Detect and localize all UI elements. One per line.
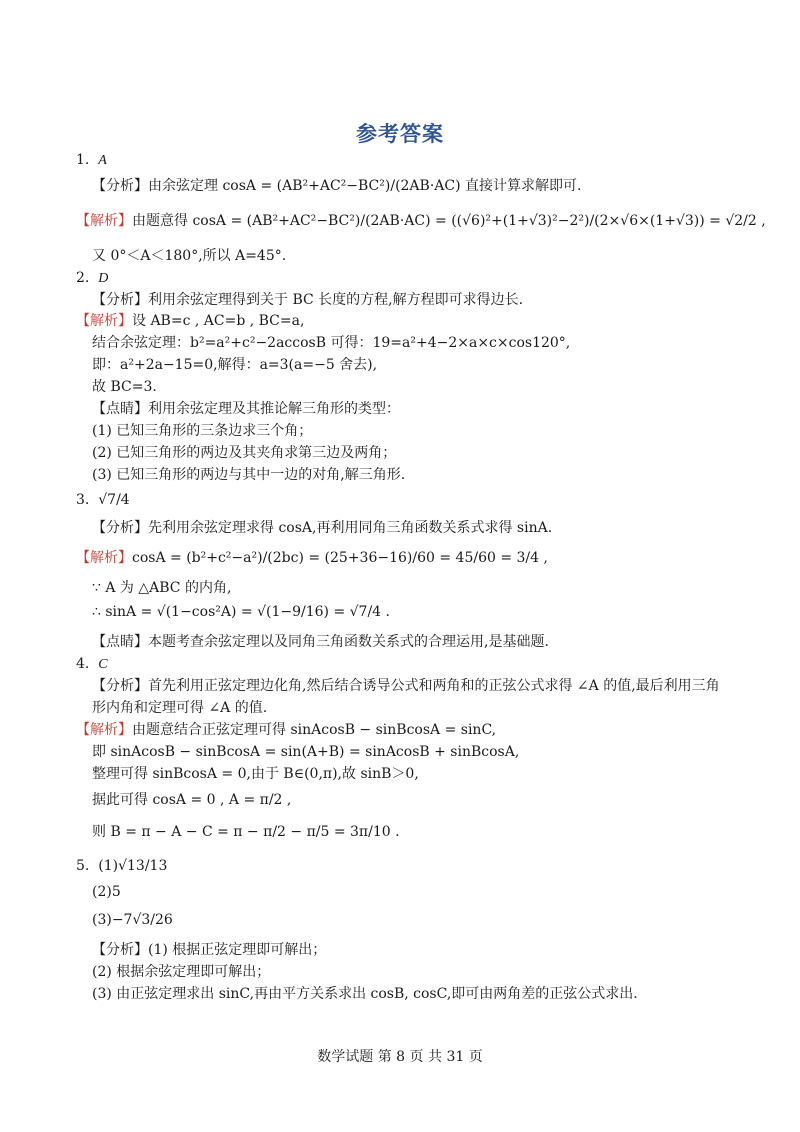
q2-solution-tag: 【解析】 <box>76 313 132 329</box>
q2-point2: (2) 已知三角形的两边及其夹角求第三边及两角； <box>92 445 397 461</box>
q4-num: 4. <box>76 656 90 672</box>
q4-solution-line3: 整理可得 sinBcosA = 0,由于 B∈(0,π),故 sinB＞0, <box>92 766 419 782</box>
q1-solution-text: 由题意得 cosA = (AB²+AC²−BC²)/(2AB·AC) = ((√6)²+(1+√3)²−2²)/(2×√6×(1+√3)) = √2/2 , <box>132 213 766 229</box>
q3-analysis: 【分析】先利用余弦定理求得 cosA,再利用同角三角函数关系式求得 sinA. <box>92 520 553 536</box>
q2-solution-text: 设 AB=c , AC=b , BC=a, <box>132 313 305 329</box>
q2-num: 2. <box>76 270 90 286</box>
q4-analysis-line1: 【分析】首先利用正弦定理边化角,然后结合诱导公式和两角和的正弦公式求得 ∠A 的值,最后利用三角 <box>92 678 720 694</box>
q4-solution-text: 由题意结合正弦定理可得 sinAcosB − sinBcosA = sinC, <box>132 722 497 738</box>
q5-analysis-line2: (2) 根据余弦定理即可解出； <box>92 964 271 980</box>
q2-solution-line4: 故 BC=3. <box>92 379 157 395</box>
q4-solution-tag: 【解析】 <box>76 722 132 738</box>
page-title: 参考答案 <box>356 122 444 146</box>
q2-point1: (1) 已知三角形的三条边求三个角； <box>92 423 313 439</box>
page-footer: 数学试题 第 8 页 共 31 页 <box>317 1049 483 1065</box>
q5-analysis: 【分析】(1) 根据正弦定理即可解出； <box>92 942 327 958</box>
q4-number <box>76 654 108 675</box>
q1-solution-line2: 又 0°＜A＜180°,所以 A=45°. <box>92 248 287 264</box>
q3-solution-line3: ∴ sinA = √(1−cos²A) = √(1−9/16) = √7/4 . <box>92 604 390 620</box>
q4-solution-line4: 据此可得 cosA = 0 , A = π/2 , <box>92 792 292 808</box>
q2-answer: D <box>98 271 109 286</box>
q3-solution-text: cosA = (b²+c²−a²)/(2bc) = (25+36−16)/60 = 45/60 = 3/4 , <box>132 550 548 566</box>
q4-analysis-line2: 形内角和定理可得 ∠A 的值. <box>92 700 268 716</box>
q2-number <box>76 268 108 289</box>
q4-solution-line1 <box>76 720 496 740</box>
q2-solution-line3: 即：a²+2a−15=0,解得：a=3(a=−5 舍去), <box>92 357 378 373</box>
q3-solution-line1 <box>76 548 548 568</box>
q3-dianjing: 【点睛】本题考查余弦定理以及同角三角函数关系式的合理运用,是基础题. <box>92 634 549 650</box>
q4-solution-line2: 即 sinAcosB − sinBcosA = sin(A+B) = sinAcosB + sinBcosA, <box>92 744 520 760</box>
q1-solution-line1 <box>76 211 766 231</box>
q2-solution-line1 <box>76 311 304 331</box>
q2-dianjing: 【点睛】利用余弦定理及其推论解三角形的类型： <box>92 401 400 417</box>
q2-analysis: 【分析】利用余弦定理得到关于 BC 长度的方程,解方程即可求得边长. <box>92 292 524 308</box>
q5-answer1-line <box>76 856 167 876</box>
q3-solution-tag: 【解析】 <box>76 550 132 566</box>
q1-number <box>76 150 107 171</box>
q5-answer2: (2)5 <box>92 884 121 900</box>
q5-answer1: (1)√13/13 <box>98 858 168 874</box>
q2-point3: (3) 已知三角形的两边与其中一边的对角,解三角形. <box>92 467 406 483</box>
q3-number <box>76 490 130 510</box>
q1-num: 1. <box>76 152 90 168</box>
q5-num: 5. <box>76 858 90 874</box>
q5-analysis-line3: (3) 由正弦定理求出 sinC,再由平方关系求出 cosB, cosC,即可由两角差的正弦公式求出. <box>92 986 638 1002</box>
q1-analysis: 【分析】由余弦定理 cosA = (AB²+AC²−BC²)/(2AB·AC) 直接计算求解即可. <box>92 178 582 194</box>
q2-solution-line2: 结合余弦定理：b²=a²+c²−2accosB 可得：19=a²+4−2×a×c×cos120°, <box>92 335 571 351</box>
q4-answer: C <box>98 657 108 672</box>
q3-num: 3. <box>76 492 90 508</box>
q1-answer: A <box>98 153 107 168</box>
q1-solution-tag: 【解析】 <box>76 213 132 229</box>
q4-solution-line5: 则 B = π − A − C = π − π/2 − π/5 = 3π/10 . <box>92 824 400 840</box>
q3-answer: √7/4 <box>98 492 130 508</box>
q5-answer3: (3)−7√3/26 <box>92 912 173 928</box>
q3-solution-line2: ∵ A 为 △ABC 的内角, <box>92 580 232 596</box>
